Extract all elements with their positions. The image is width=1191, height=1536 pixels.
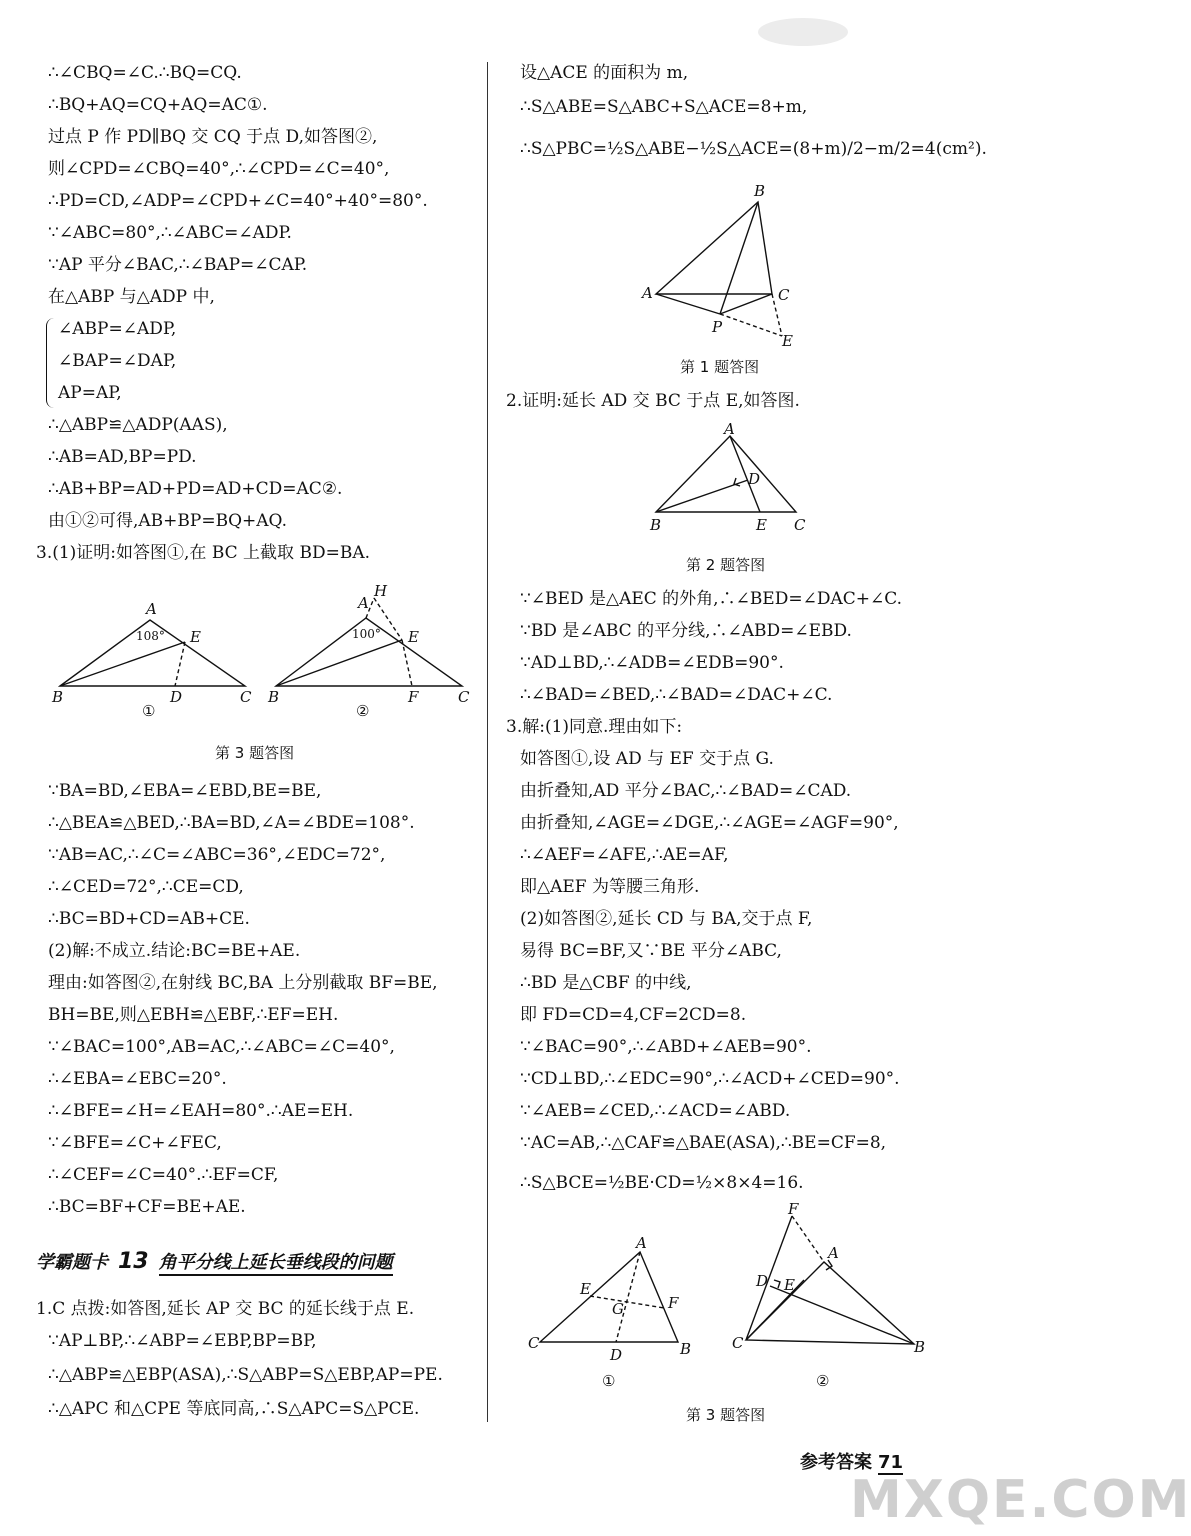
- text-line: ∴∠CBQ=∠C.∴BQ=CQ.: [48, 63, 242, 83]
- label-a: A: [724, 420, 735, 438]
- label-b: B: [754, 182, 766, 200]
- label-h: H: [374, 582, 388, 600]
- text-line: 1.C 点拨:如答图,延长 AP 交 BC 的延长线于点 E.: [36, 1299, 415, 1319]
- label-e: E: [784, 1276, 795, 1294]
- label-fig-num: ①: [602, 1372, 616, 1390]
- text-line: ∴∠AEF=∠AFE,∴AE=AF,: [520, 845, 729, 865]
- triangle-abc: [656, 436, 796, 512]
- label-c: C: [528, 1334, 540, 1352]
- label-d: D: [610, 1346, 623, 1364]
- label-angle: 108°: [136, 629, 165, 643]
- triangle-abc: [656, 202, 772, 294]
- text-line: (2)解:不成立.结论:BC=BE+AE.: [48, 941, 301, 961]
- page-curl: [758, 18, 848, 46]
- text-line: ∴∠CEF=∠C=40°.∴EF=CF,: [48, 1165, 279, 1185]
- text-line: ∴AB=AD,BP=PD.: [48, 447, 197, 467]
- text-line: ∴△APC 和△CPE 等底同高,∴S△APC=S△PCE.: [48, 1399, 420, 1419]
- section-rest: 角平分线上延长垂线段的问题: [159, 1252, 393, 1276]
- segment-be: [60, 642, 185, 686]
- text-line: 设△ACE 的面积为 m,: [520, 63, 689, 83]
- text-line: ∴△ABP≌△ADP(AAS),: [48, 415, 228, 435]
- label-g: G: [612, 1300, 624, 1318]
- label-e: E: [782, 332, 793, 350]
- right-angle-mark-d: [774, 1280, 780, 1288]
- text-line: ∵∠BFE=∠C+∠FEC,: [48, 1133, 222, 1153]
- section-pre: 学霸题卡: [36, 1252, 108, 1273]
- text-line: (2)如答图②,延长 CD 与 BA,交于点 F,: [520, 909, 813, 929]
- figure-caption: 第 2 题答图: [686, 556, 766, 574]
- label-angle: 100°: [352, 627, 381, 641]
- figure-l3-2: [262, 580, 477, 720]
- system-line: AP=AP,: [58, 383, 122, 403]
- label-c: C: [240, 688, 252, 706]
- label-a: A: [642, 284, 653, 302]
- label-b: B: [914, 1338, 926, 1356]
- label-f: F: [668, 1294, 679, 1312]
- text-line: 过点 P 作 PD∥BQ 交 CQ 于点 D,如答图②,: [48, 127, 378, 147]
- label-c: C: [778, 286, 790, 304]
- system-line: ∠ABP=∠ADP,: [58, 319, 177, 339]
- label-b: B: [650, 516, 662, 534]
- text-line: ∴S△ABE=S△ABC+S△ACE=8+m,: [520, 97, 808, 117]
- text-line: 3.解:(1)同意.理由如下:: [506, 717, 683, 737]
- label-c: C: [794, 516, 806, 534]
- segment-pe: [720, 314, 782, 336]
- text-line: ∵AP 平分∠BAC,∴∠BAP=∠CAP.: [48, 255, 308, 275]
- text-line: ∴BQ+AQ=CQ+AQ=AC①.: [48, 95, 268, 115]
- label-b: B: [268, 688, 280, 706]
- text-line: 3.(1)证明:如答图①,在 BC 上截取 BD=BA.: [36, 543, 370, 563]
- label-a: A: [636, 1234, 647, 1252]
- text-line: 即 FD=CD=4,CF=2CD=8.: [520, 1005, 747, 1025]
- section-num: 13: [118, 1249, 149, 1274]
- text-line: ∵AP⊥BP,∴∠ABP=∠EBP,BP=BP,: [48, 1331, 317, 1351]
- text-line: ∴S△BCE=½BE·CD=½×8×4=16.: [520, 1173, 804, 1193]
- text-line: 在△ABP 与△ADP 中,: [48, 287, 215, 307]
- label-e: E: [190, 628, 201, 646]
- text-line: 理由:如答图②,在射线 BC,BA 上分别截取 BF=BE,: [48, 973, 438, 993]
- label-b: B: [52, 688, 64, 706]
- label-a: A: [828, 1244, 839, 1262]
- column-divider: [487, 62, 488, 1422]
- text-line: 由折叠知,∠AGE=∠DGE,∴∠AGE=∠AGF=90°,: [520, 813, 899, 833]
- label-c: C: [732, 1334, 744, 1352]
- text-line: 即△AEF 为等腰三角形.: [520, 877, 700, 897]
- text-line: ∴△BEA≌△BED,∴BA=BD,∠A=∠BDE=108°.: [48, 813, 415, 833]
- text-line: ∵∠BED 是△AEC 的外角,∴∠BED=∠DAC+∠C.: [520, 589, 903, 609]
- label-a: A: [358, 594, 369, 612]
- text-line: ∴BD 是△CBF 的中线,: [520, 973, 692, 993]
- segment-pc: [720, 294, 772, 314]
- segment-be: [276, 640, 402, 686]
- figure-r1: [636, 180, 806, 350]
- text-line: ∴∠BFE=∠H=∠EAH=80°.∴AE=EH.: [48, 1101, 354, 1121]
- text-line: 如答图①,设 AD 与 EF 交于点 G.: [520, 749, 774, 769]
- segment-ap: [656, 294, 720, 314]
- figure-caption: 第 3 题答图: [686, 1406, 766, 1424]
- text-line: ∴PD=CD,∠ADP=∠CPD+∠C=40°+40°=80°.: [48, 191, 428, 211]
- triangle-abc: [540, 1252, 678, 1342]
- text-line: ∴∠BAD=∠BED,∴∠BAD=∠DAC+∠C.: [520, 685, 833, 705]
- text-line: ∵AC=AB,∴△CAF≌△BAE(ASA),∴BE=CF=8,: [520, 1133, 887, 1153]
- right-angle-mark: [734, 478, 740, 486]
- brace: [46, 318, 55, 408]
- text-line: ∴∠EBA=∠EBC=20°.: [48, 1069, 227, 1089]
- figure-r3-2: [724, 1200, 934, 1390]
- text-line: ∴∠CED=72°,∴CE=CD,: [48, 877, 244, 897]
- text-line: ∴BC=BD+CD=AB+CE.: [48, 909, 250, 929]
- text-line: ∴S△PBC=½S△ABE−½S△ACE=(8+m)/2−m/2=4(cm²).: [520, 139, 987, 159]
- text-line: 由①②可得,AB+BP=BQ+AQ.: [48, 511, 288, 531]
- label-a: A: [146, 600, 157, 618]
- label-f: F: [788, 1200, 799, 1218]
- label-e: E: [408, 628, 419, 646]
- triangle-cab: [746, 1262, 914, 1344]
- text-line: 则∠CPD=∠CBQ=40°,∴∠CPD=∠C=40°,: [48, 159, 390, 179]
- text-line: ∵AD⊥BD,∴∠ADB=∠EDB=90°.: [520, 653, 784, 673]
- label-fig-num: ②: [816, 1372, 830, 1390]
- text-line: ∴BC=BF+CF=BE+AE.: [48, 1197, 246, 1217]
- figure-caption: 第 1 题答图: [680, 358, 760, 376]
- label-c: C: [458, 688, 470, 706]
- page-footer: [800, 1448, 903, 1474]
- text-line: 2.证明:延长 AD 交 BC 于点 E,如答图.: [506, 391, 800, 411]
- segment-ad: [616, 1252, 640, 1342]
- label-e: E: [580, 1280, 591, 1298]
- label-d: D: [748, 470, 761, 488]
- text-line: ∵AB=AC,∴∠C=∠ABC=36°,∠EDC=72°,: [48, 845, 386, 865]
- text-line: ∵∠BAC=100°,AB=AC,∴∠ABC=∠C=40°,: [48, 1037, 395, 1057]
- label-d: D: [756, 1272, 769, 1290]
- text-line: ∵∠BAC=90°,∴∠ABD+∠AEB=90°.: [520, 1037, 812, 1057]
- text-line: ∵BA=BD,∠EBA=∠EBD,BE=BE,: [48, 781, 322, 801]
- label-f: F: [408, 688, 419, 706]
- label-fig-num: ②: [356, 702, 370, 720]
- text-line: ∴△ABP≌△EBP(ASA),∴S△ABP=S△EBP,AP=PE.: [48, 1365, 443, 1385]
- text-line: ∴AB+BP=AD+PD=AD+CD=AC②.: [48, 479, 343, 499]
- label-e: E: [756, 516, 767, 534]
- text-line: 由折叠知,AD 平分∠BAC,∴∠BAD=∠CAD.: [520, 781, 852, 801]
- text-line: BH=BE,则△EBH≌△EBF,∴EF=EH.: [48, 1005, 339, 1025]
- text-line: ∵CD⊥BD,∴∠EDC=90°,∴∠ACD+∠CED=90°.: [520, 1069, 900, 1089]
- figure-r3-1: [520, 1232, 710, 1392]
- footer-label: 参考答案: [800, 1452, 872, 1473]
- system-line: ∠BAP=∠DAP,: [58, 351, 177, 371]
- text-line: ∵∠AEB=∠CED,∴∠ACD=∠ABD.: [520, 1101, 791, 1121]
- watermark: MXQE.COM: [850, 1470, 1191, 1530]
- label-b: B: [680, 1340, 692, 1358]
- figure-r2: [640, 418, 820, 548]
- segment-db: [770, 1286, 914, 1344]
- text-line: ∵∠ABC=80°,∴∠ABC=∠ADP.: [48, 223, 292, 243]
- label-p: P: [712, 318, 723, 336]
- figure-l3-1: [40, 590, 270, 720]
- segment-fa: [792, 1216, 824, 1262]
- page-number: 71: [878, 1452, 904, 1473]
- segment-ce: [746, 1280, 804, 1340]
- section-title: [36, 1248, 393, 1274]
- text-line: 易得 BC=BF,又∵BE 平分∠ABC,: [520, 941, 782, 961]
- label-fig-num: ①: [142, 702, 156, 720]
- segment-de: [175, 642, 185, 686]
- figure-caption: 第 3 题答图: [215, 744, 295, 762]
- label-d: D: [170, 688, 183, 706]
- text-line: ∵BD 是∠ABC 的平分线,∴∠ABD=∠EBD.: [520, 621, 852, 641]
